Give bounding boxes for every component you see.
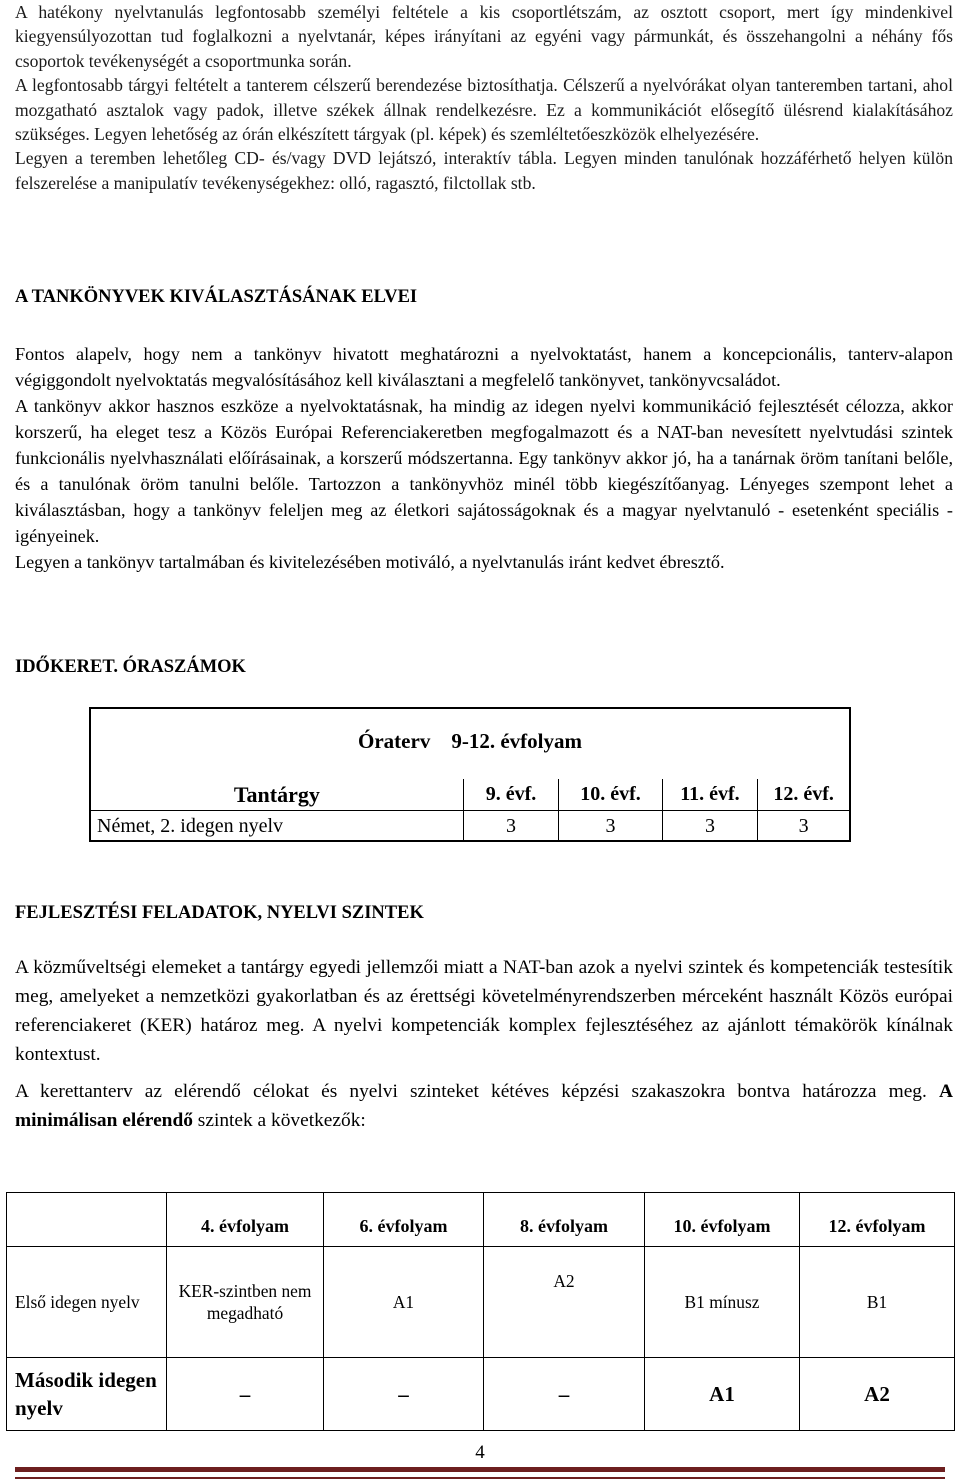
timetable-header-cell: 9. évf. [463, 779, 559, 811]
levels-cell: – [167, 1358, 324, 1431]
development-paragraph-2-start: A kerettanterv az elérendő célokat és nyelvi szinteket kétéves képzési szakaszokra bontva határozza meg. [15, 1081, 939, 1102]
levels-row-second-language [7, 1358, 955, 1431]
textbooks-paragraph-3: Legyen a tankönyv tartalmában és kivitelezésében motiváló, a nyelvtanulás iránt kedvet ébresztő. [15, 552, 725, 572]
levels-header-cell: 8. évfolyam [484, 1193, 645, 1247]
levels-table [6, 1192, 955, 1431]
levels-row-label: Első idegen nyelv [7, 1247, 167, 1358]
levels-cell: – [484, 1358, 645, 1431]
levels-header-row [7, 1193, 955, 1247]
development-paragraph-2 [15, 1077, 953, 1135]
levels-cell: B1 [800, 1247, 955, 1358]
development-heading: FEJLESZTÉSI FELADATOK, NYELVI SZINTEK [15, 903, 424, 923]
levels-header-cell: 12. évfolyam [800, 1193, 955, 1247]
footer-rule [15, 1467, 945, 1479]
levels-header-cell: 10. évfolyam [645, 1193, 800, 1247]
timetable-header-cell: 10. évf. [559, 779, 662, 811]
timetable-cell: 3 [559, 811, 662, 843]
timetable-cell: 3 [662, 811, 758, 843]
development-paragraph-1: A közműveltségi elemeket a tantárgy egyedi jellemzői miatt a NAT-ban azok a nyelvi szintek és kompetenciák testesítik meg, amelyeket a nemzetközi gyakorlatban és az érettségi követelményrendszerben mérceként használt Közös európai referenciakeret (KER) határoz meg. A nyelvi kompetenciák komplex fejlesztéséhez az ajánlott témakörök kínálnak kontextust. [15, 957, 953, 1065]
timetable-header-cell: 11. évf. [662, 779, 758, 811]
development-paragraph-2-bold: A minimálisan elérendő [15, 1081, 953, 1131]
intro-paragraph-3: Legyen a teremben lehetőleg CD- és/vagy DVD lejátszó, interaktív tábla. Legyen minden tanulónak hozzáférhető helyen külön felszerelése a manipulatív tevékenységekhez: olló, ragasztó, filctollak stb. [15, 148, 953, 193]
page-number: 4 [475, 1442, 485, 1463]
development-section [15, 953, 953, 1135]
timetable-cell: 3 [463, 811, 559, 843]
timeframe-heading: IDŐKERET. ÓRASZÁMOK [15, 657, 246, 677]
development-paragraph-2-end: szintek a következők: [192, 1110, 366, 1131]
levels-row-first-language [7, 1247, 955, 1358]
levels-cell: A2 [484, 1247, 645, 1358]
textbooks-section [15, 341, 953, 575]
levels-cell: A1 [645, 1358, 800, 1431]
levels-cell: B1 mínusz [645, 1247, 800, 1358]
timetable-title: Óraterv 9-12. évfolyam [358, 729, 582, 753]
timetable-header-cell: 12. évf. [758, 779, 849, 811]
levels-header-cell: 4. évfolyam [167, 1193, 324, 1247]
timetable-box [89, 707, 851, 842]
timetable-row [91, 811, 849, 843]
timetable-cell: 3 [758, 811, 849, 843]
timetable-subject: Német, 2. idegen nyelv [97, 815, 284, 837]
levels-cell: – [324, 1358, 484, 1431]
intro-paragraph-1: A hatékony nyelvtanulás legfontosabb személyi feltétele a kis csoportlétszám, az osztott csoport, mert így mindenkivel kiegyensúlyozottan tud foglalkozni a nyelvtanár, képes irányítani az egyéni vagy pármunkát, és összehangolni a néhány fős csoportok tevékenységét a csoportmunka során. [15, 2, 953, 71]
timetable-header-subject: Tantárgy [91, 779, 463, 811]
textbooks-heading: A TANKÖNYVEK KIVÁLASZTÁSÁNAK ELVEI [15, 287, 418, 307]
intro-paragraph-2: A legfontosabb tárgyi feltételt a tanterem célszerű berendezése biztosíthatja. Célszerű a nyelvórákat olyan tanteremben tartani, ahol mozgatható asztalok vagy padok, illetve székek állnak rendelkezésre. Ez a kommunikációt elősegítő ülésrend kialakításához szükséges. Legyen lehetőség az órán elkészített tárgyak (pl. képek) és szemléltetőeszközök elhelyezésére. [15, 75, 953, 145]
levels-cell: KER-szintben nem megadható [167, 1247, 324, 1358]
levels-cell: A2 [800, 1358, 955, 1431]
levels-row-label: Második idegen nyelv [7, 1358, 167, 1431]
levels-header-cell: 6. évfolyam [324, 1193, 484, 1247]
timetable [91, 779, 849, 842]
textbooks-paragraph-1: Fontos alapelv, hogy nem a tankönyv hivatott meghatározni a nyelvoktatást, hanem a koncepcionális, tanterv-alapon végiggondolt nyelvoktatás megvalósításához kell kiválasztani a megfelelő tankönyvet, tankönyvcsaládot. [15, 344, 953, 390]
levels-cell: A1 [324, 1247, 484, 1358]
timetable-header-row [91, 779, 849, 811]
textbooks-paragraph-2: A tankönyv akkor hasznos eszköze a nyelvoktatásnak, ha mindig az idegen nyelvi kommunikáció fejlesztését célozza, akkor korszerű, ha eleget tesz a Közös Európai Referenciakeretben megfogalmazott és a NAT-ban nevesített nyelvtudási szintek funkcionális nyelvhasználati előírásainak, a korszerű módszertanna. Egy tankönyv akkor jó, ha a tanárnak öröm tanítani belőle, és a tanulónak öröm tanulni belőle. Tartozzon a tankönyvhöz minél több kiegészítőanyag. Lényeges szempont lehet a kiválasztásban, hogy a tankönyv feleljen meg az életkori sajátosságoknak és a magyar nyelvtanuló - esetenként speciális - igényeinek. [15, 396, 953, 546]
intro-section [15, 0, 953, 195]
levels-corner-cell [7, 1193, 167, 1247]
